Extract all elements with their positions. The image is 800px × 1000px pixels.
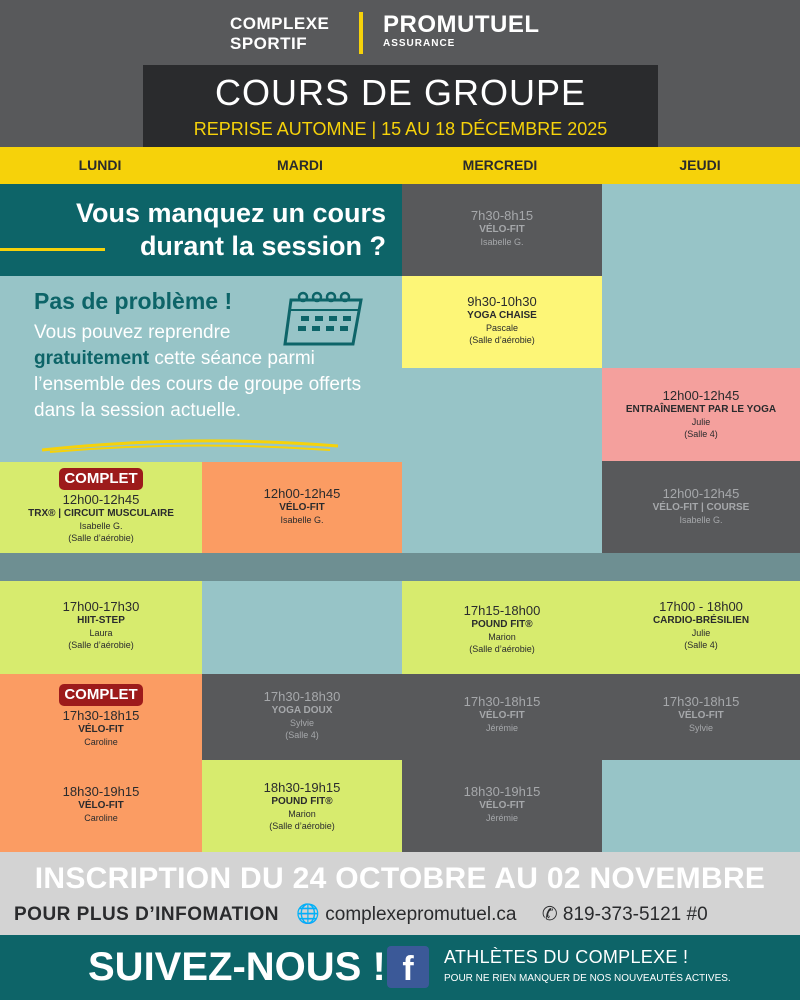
promo-line2: durant la session ? xyxy=(139,231,386,261)
follow-banner xyxy=(0,935,800,1000)
class-instructor: Isabelle G. xyxy=(79,521,123,531)
class-wed-0930 xyxy=(402,276,602,368)
class-time: 17h15-18h00 xyxy=(463,603,541,618)
class-instructor: Pascale xyxy=(485,323,519,333)
class-instructor: Jérémie xyxy=(485,813,518,823)
complet-badge: COMPLET xyxy=(59,684,142,706)
promo-head: Pas de problème ! xyxy=(34,288,233,314)
class-name: CARDIO-BRÉSILIEN xyxy=(652,615,750,626)
class-name: YOGA DOUX xyxy=(271,705,333,716)
empty-slot xyxy=(602,760,800,852)
day-wednesday: MERCREDI xyxy=(462,157,538,173)
day-headers xyxy=(0,147,800,184)
class-name: VÉLO-FIT xyxy=(78,800,124,811)
class-wed-1730-velo xyxy=(402,674,602,760)
promo-line1: Vous manquez un cours xyxy=(75,198,386,228)
class-instructor: Laura xyxy=(89,628,113,638)
class-wed-0730 xyxy=(402,184,602,276)
page-subtitle: REPRISE AUTOMNE | 15 AU 18 DÉCEMBRE 2025 xyxy=(193,119,608,139)
promo-text-after: cette séance parmi l’ensemble des cours de groupe offerts dans la session actuelle. xyxy=(34,348,362,421)
promo-text xyxy=(34,320,384,424)
class-time: 9h30-10h30 xyxy=(467,294,537,309)
class-mon-1730-velo xyxy=(0,674,202,760)
class-room: (Salle 4) xyxy=(285,730,319,740)
contact-row xyxy=(14,902,794,926)
class-instructor: Isabelle G. xyxy=(480,237,524,247)
logo-left-line2: SPORTIF xyxy=(230,34,308,53)
class-thu-1700-cardio xyxy=(602,581,800,674)
day-thursday: JEUDI xyxy=(679,157,721,173)
class-name: VÉLO-FIT xyxy=(479,710,525,721)
class-instructor: Caroline xyxy=(84,813,118,823)
class-name: VÉLO-FIT xyxy=(279,502,325,513)
class-time: 12h00-12h45 xyxy=(662,486,740,501)
promo-body xyxy=(0,276,402,462)
class-instructor: Isabelle G. xyxy=(679,515,723,525)
class-thu-1200-velo-course xyxy=(602,462,800,553)
class-room: (Salle d’aérobie) xyxy=(469,644,535,654)
promo-text-before: Vous pouvez reprendre xyxy=(34,322,231,343)
promo-text-bold: gratuitement xyxy=(34,348,150,369)
class-name: POUND FIT® xyxy=(271,796,333,807)
class-room: (Salle d’aérobie) xyxy=(68,533,134,543)
class-time: 18h30-19h15 xyxy=(263,780,341,795)
day-monday: LUNDI xyxy=(78,157,122,173)
class-mon-1700-hiit xyxy=(0,581,202,674)
class-time: 7h30-8h15 xyxy=(470,208,534,223)
follow-line2: POUR NE RIEN MANQUER DE NOS NOUVEAUTÉS ACTIVES. xyxy=(444,973,731,984)
class-time: 17h00-17h30 xyxy=(62,599,140,614)
class-name: VÉLO-FIT | COURSE xyxy=(652,502,750,513)
class-time: 18h30-19h15 xyxy=(62,784,140,799)
class-instructor: Jérémie xyxy=(485,723,518,733)
class-instructor: Sylvie xyxy=(289,718,314,728)
class-name: POUND FIT® xyxy=(471,619,533,630)
class-name: TRX® | CIRCUIT MUSCULAIRE xyxy=(28,508,174,519)
follow-title: SUIVEZ-NOUS ! xyxy=(88,945,386,989)
class-wed-1830-velo xyxy=(402,760,602,852)
class-time: 17h00 - 18h00 xyxy=(659,599,743,614)
class-instructor: Isabelle G. xyxy=(280,515,324,525)
complet-badge: COMPLET xyxy=(59,468,142,490)
promo-underline xyxy=(0,248,105,251)
class-tue-1830-pound xyxy=(202,760,402,852)
class-room: (Salle d’aérobie) xyxy=(68,640,134,650)
phone-icon: ✆ xyxy=(541,904,558,925)
class-mon-1200-trx xyxy=(0,462,202,553)
class-room: (Salle d’aérobie) xyxy=(469,335,535,345)
info-label: POUR PLUS D’INFOMATION xyxy=(14,904,280,925)
web-icon: 🌐 xyxy=(296,904,320,925)
class-thu-1200-yoga xyxy=(602,368,800,461)
class-time: 12h00-12h45 xyxy=(62,492,140,507)
day-tuesday: MARDI xyxy=(277,157,323,173)
title-box xyxy=(143,65,658,147)
logo-promutuel xyxy=(383,12,540,49)
logo-complexe-sportif xyxy=(230,14,329,54)
class-name: VÉLO-FIT xyxy=(678,710,724,721)
class-name: VÉLO-FIT xyxy=(479,224,525,235)
follow-line1: ATHLÈTES DU COMPLEXE ! xyxy=(444,947,689,967)
inscription-text: INSCRIPTION DU 24 OCTOBRE AU 02 NOVEMBRE xyxy=(34,862,766,895)
yellow-brush-stroke xyxy=(40,436,340,456)
inscription-banner xyxy=(0,852,800,935)
class-instructor: Marion xyxy=(288,809,316,819)
promo-banner xyxy=(0,184,402,276)
website-link[interactable]: complexepromutuel.ca xyxy=(325,904,517,925)
class-time: 17h30-18h15 xyxy=(463,694,541,709)
logo-divider xyxy=(359,12,363,54)
facebook-icon[interactable]: f xyxy=(387,946,429,988)
class-instructor: Sylvie xyxy=(688,723,713,733)
time-separator xyxy=(0,553,800,581)
empty-slot xyxy=(402,368,602,553)
class-room: (Salle 4) xyxy=(684,429,718,439)
empty-slot xyxy=(202,581,402,674)
class-name: HIIT-STEP xyxy=(77,615,125,626)
page-title: COURS DE GROUPE xyxy=(214,72,587,113)
logo-right-small: ASSURANCE xyxy=(383,38,456,49)
class-tue-1200-velo xyxy=(202,462,402,553)
class-room: (Salle 4) xyxy=(684,640,718,650)
class-instructor: Caroline xyxy=(84,737,118,747)
empty-slot xyxy=(602,184,800,368)
class-wed-1715-pound xyxy=(402,581,602,674)
logo-right-big: PROMUTUEL xyxy=(383,11,540,38)
class-time: 18h30-19h15 xyxy=(463,784,541,799)
class-name: ENTRAÎNEMENT PAR LE YOGA xyxy=(625,404,777,415)
class-name: VÉLO-FIT xyxy=(479,800,525,811)
class-instructor: Marion xyxy=(488,632,516,642)
class-time: 17h30-18h15 xyxy=(62,708,140,723)
class-time: 17h30-18h30 xyxy=(263,689,341,704)
phone-number[interactable]: 819-373-5121 #0 xyxy=(562,904,708,925)
class-mon-1830-velo xyxy=(0,760,202,852)
class-time: 12h00-12h45 xyxy=(662,388,740,403)
class-name: YOGA CHAISE xyxy=(467,310,537,321)
class-time: 17h30-18h15 xyxy=(662,694,740,709)
class-tue-1730-yoga xyxy=(202,674,402,760)
class-thu-1730-velo xyxy=(602,674,800,760)
class-room: (Salle d’aérobie) xyxy=(269,821,335,831)
class-name: VÉLO-FIT xyxy=(78,724,124,735)
class-instructor: Julie xyxy=(691,628,711,638)
class-time: 12h00-12h45 xyxy=(263,486,341,501)
logo-left-line1: COMPLEXE xyxy=(230,14,330,33)
class-instructor: Julie xyxy=(691,417,711,427)
